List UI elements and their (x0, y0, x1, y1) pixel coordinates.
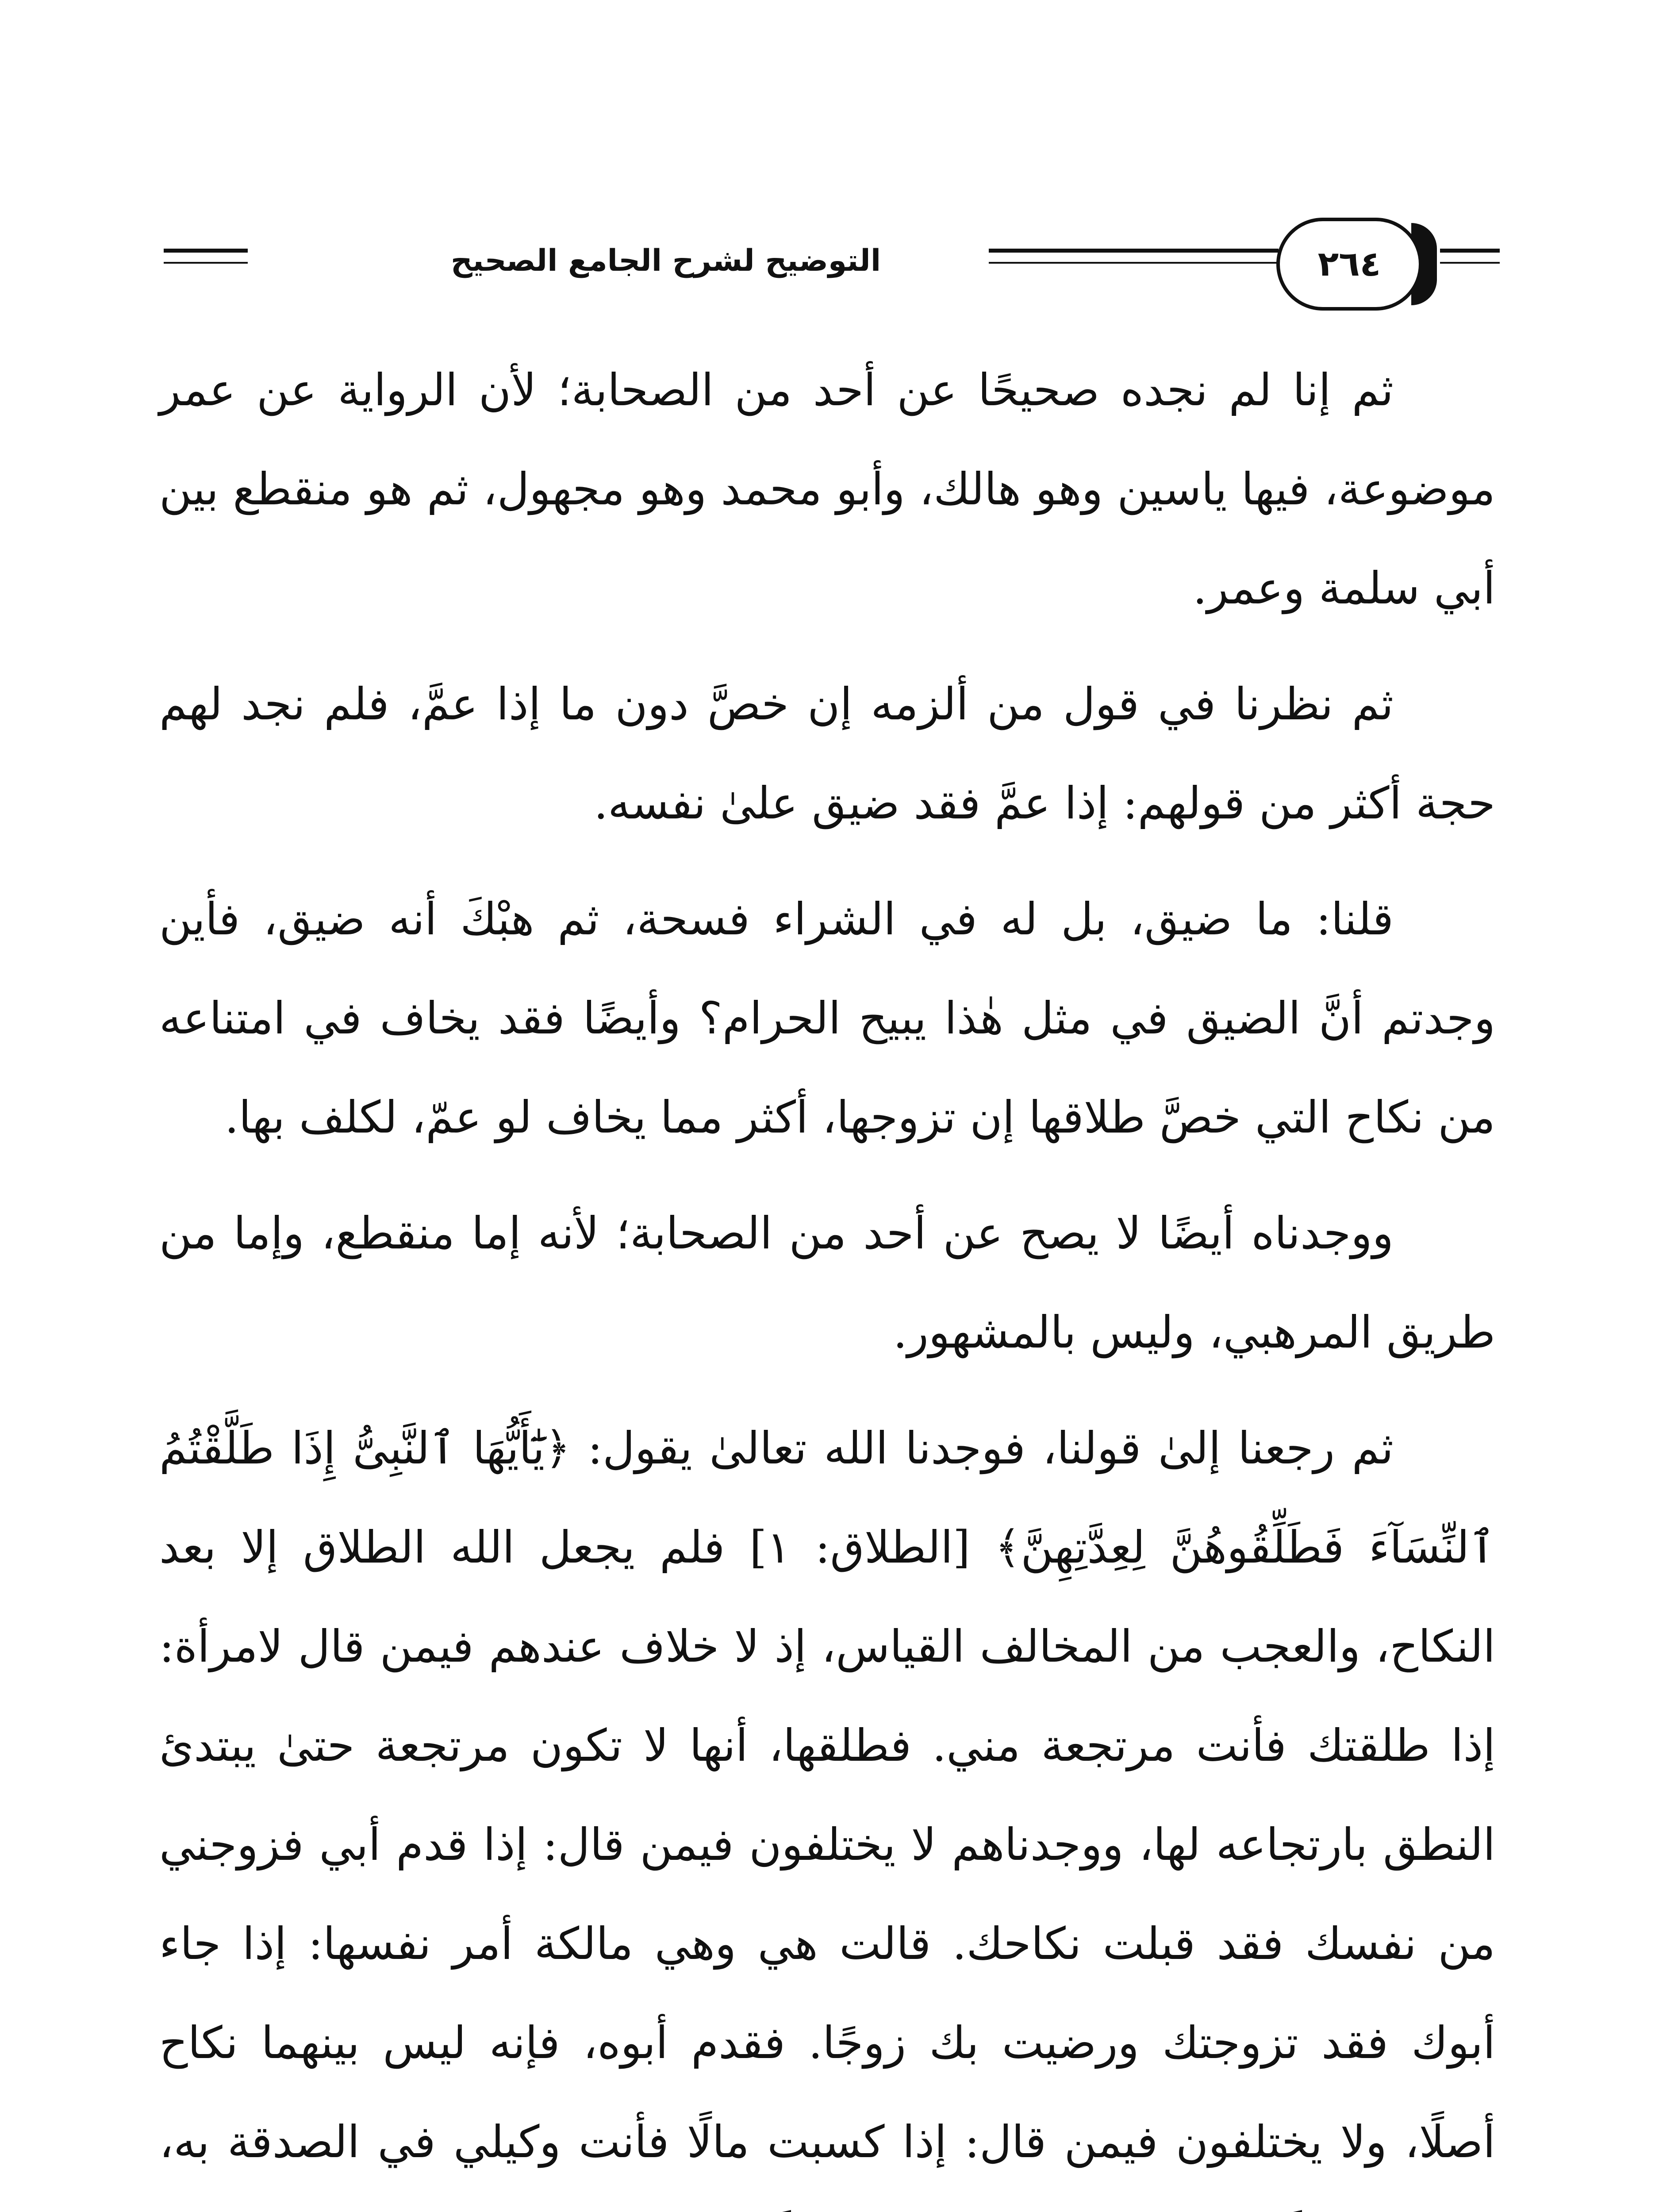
header-rule-right (1440, 249, 1500, 253)
header-rule-middle (989, 249, 1279, 253)
paragraph: قلنا: ما ضيق، بل له في الشراء فسحة، ثم هبْكَ أنه ضيق، فأين وجدتم أنَّ الضيق في مثل هٰذا يبيح الحرام؟ وأيضًا فقد يخاف في امتناعه من نكاح التي خصَّ طلاقها إن تزوجها، أكثر مما يخاف لو عمّ، لكلف بها. (159, 893, 1495, 1143)
page-number-badge (1276, 218, 1422, 311)
header-rule-right-thin (1440, 262, 1500, 264)
paragraph: ووجدناه أيضًا لا يصح عن أحد من الصحابة؛ لأنه إما منقطع، وإما من طريق المرهبي، وليس بالمشهور. (159, 1207, 1495, 1358)
header-rule-left (164, 249, 248, 253)
running-title: التوضيح لشرح الجامع الصحيح (450, 243, 881, 278)
paragraph: ثم إنا لم نجده صحيحًا عن أحد من الصحابة؛ لأن الرواية عن عمر موضوعة، فيها ياسين وهو هالك، وأبو محمد وهو مجهول، ثم هو منقطع بين أبي سلمة وعمر. (159, 364, 1495, 614)
page-header (146, 212, 1500, 319)
header-rule-middle-thin (989, 262, 1279, 264)
paragraph: ثم نظرنا في قول من ألزمه إن خصَّ دون ما إذا عمَّ، فلم نجد لهم حجة أكثر من قولهم: إذا عمَّ فقد ضيق علىٰ نفسه. (159, 678, 1495, 829)
header-rule-left-thin (164, 262, 248, 264)
paragraph: ثم رجعنا إلىٰ قولنا، فوجدنا الله تعالىٰ يقول: ﴿يَٰٓأَيُّهَا ٱلنَّبِىُّ إِذَا طَلَّقْتُمُ ٱلنِّسَآءَ فَطَلِّقُوهُنَّ لِعِدَّتِهِنَّ﴾ [الطلاق: ١] فلم يجعل الله الطلاق إلا بعد النكاح، والعجب من المخالف القياس، إذ لا خلاف عندهم فيمن قال لامرأة: إذا طلقتك فأنت مرتجعة مني. فطلقها، أنها لا تكون مرتجعة حتىٰ يبتدئ النطق بارتجاعه لها، ووجدناهم لا يختلفون فيمن قال: إذا قدم أبي فزوجني من نفسك فقد قبلت نكاحك. قالت هي وهي مالكة أمر نفسها: إذا جاء أبوك فقد تزوجتك ورضيت بك زوجًا. فقدم أبوه، فإنه ليس بينهما نكاح أصلًا، ولا يختلفون فيمن قال: إذا كسبت مالًا فأنت وكيلي في الصدقة به، (159, 1422, 1495, 2168)
body-text (159, 341, 1495, 2212)
page-number: ٢٦٤ (1317, 244, 1381, 284)
